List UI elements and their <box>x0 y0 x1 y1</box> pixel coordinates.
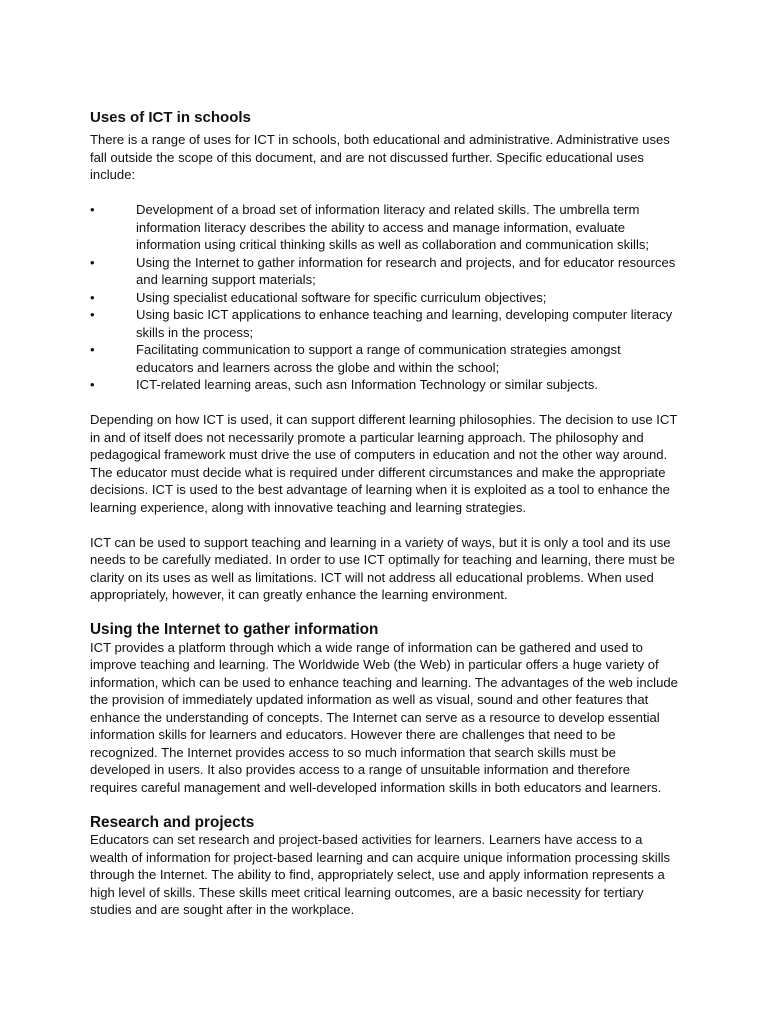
bullet-icon: • <box>90 307 95 322</box>
educational-uses-list <box>90 201 678 394</box>
internet-information-paragraph: ICT provides a platform through which a wide range of information can be gathered and used to improve teaching and learning. The Worldwide Web (the Web) in particular offers a huge variety of information, which can be used to enhance teaching and learning. The advantages of the web include the provision of immediately updated information as well as visual, sound and other features that enhance the understanding of concepts. The Internet can serve as a resource to develop essential information skills for learners and educators. However there are challenges that need to be recognized. The Internet provides access to so much information that search skills must be developed in users. It also provides access to a range of unsuitable information and therefore requires careful management and well-developed information skills in both educators and learners. <box>90 639 678 795</box>
list-item-text: ICT-related learning areas, such asn Information Technology or similar subjects. <box>136 377 598 392</box>
list-item-text: Development of a broad set of information literacy and related skills. The umbrella term information literacy describes the ability to access and manage information, evaluate information using critical thinking skills as well as collaboration and communication skills; <box>136 202 650 252</box>
spacer <box>90 516 678 534</box>
bullet-icon: • <box>90 254 95 270</box>
list-item <box>90 376 678 394</box>
ict-as-tool-paragraph: ICT can be used to support teaching and learning in a variety of ways, but it is only a tool and its use needs to be carefully mediated. In order to use ICT optimally for teaching and learning, there must be clarity on its uses as well as limitations. ICT will not address all educational problems. When used appropriately, however, it can greatly enhance the learning environment. <box>90 534 675 602</box>
list-item <box>90 306 678 341</box>
intro-paragraph: There is a range of uses for ICT in schools, both educational and administrative. Administrative uses fall outside the scope of this document, and are not discussed further. Specific educational uses include: <box>90 132 670 182</box>
bullet-icon: • <box>90 342 95 357</box>
spacer <box>90 796 678 814</box>
list-item-text: Facilitating communication to support a range of communication strategies amongst educators and learners across the globe and within the school; <box>136 342 621 375</box>
bullet-icon: • <box>90 377 95 392</box>
list-item <box>90 341 678 376</box>
list-item-text: Using basic ICT applications to enhance teaching and learning, developing computer literacy skills in the process; <box>136 307 673 340</box>
bullet-icon: • <box>90 289 95 305</box>
bullet-icon: • <box>90 202 95 217</box>
spacer <box>90 184 678 202</box>
list-item-text: Using specialist educational software for specific curriculum objectives; <box>136 289 547 305</box>
spacer <box>90 394 678 412</box>
document-page <box>90 108 678 919</box>
research-projects-paragraph: Educators can set research and project-based activities for learners. Learners have access to a wealth of information for project-based learning and can acquire unique information processing skills through the Internet. The ability to find, appropriately select, use and apply information represents a high level of skills. These skills meet critical learning outcomes, are a basic necessity for tertiary studies and are sought after in the workplace. <box>90 832 671 917</box>
section-title-internet-information: Using the Internet to gather information <box>90 621 379 638</box>
section-title-research-projects: Research and projects <box>90 813 255 831</box>
list-item <box>90 201 678 254</box>
section-title-uses-of-ict: Uses of ICT in schools <box>90 109 251 126</box>
spacer <box>90 604 678 622</box>
learning-philosophies-paragraph: Depending on how ICT is used, it can support different learning philosophies. The decision to use ICT in and of itself does not necessarily promote a particular learning approach. The philosophy and pedagogical framework must drive the use of computers in education and not the other way around. The educator must decide what is required under different circumstances and make the appropriate decisions. ICT is used to the best advantage of learning when it is exploited as a tool to enhance the learning experience, along with innovative teaching and learning strategies. <box>90 412 678 515</box>
list-item <box>90 289 678 307</box>
list-item <box>90 254 678 289</box>
list-item-text: Using the Internet to gather information for research and projects, and for educator resources and learning support materials; <box>136 254 676 287</box>
